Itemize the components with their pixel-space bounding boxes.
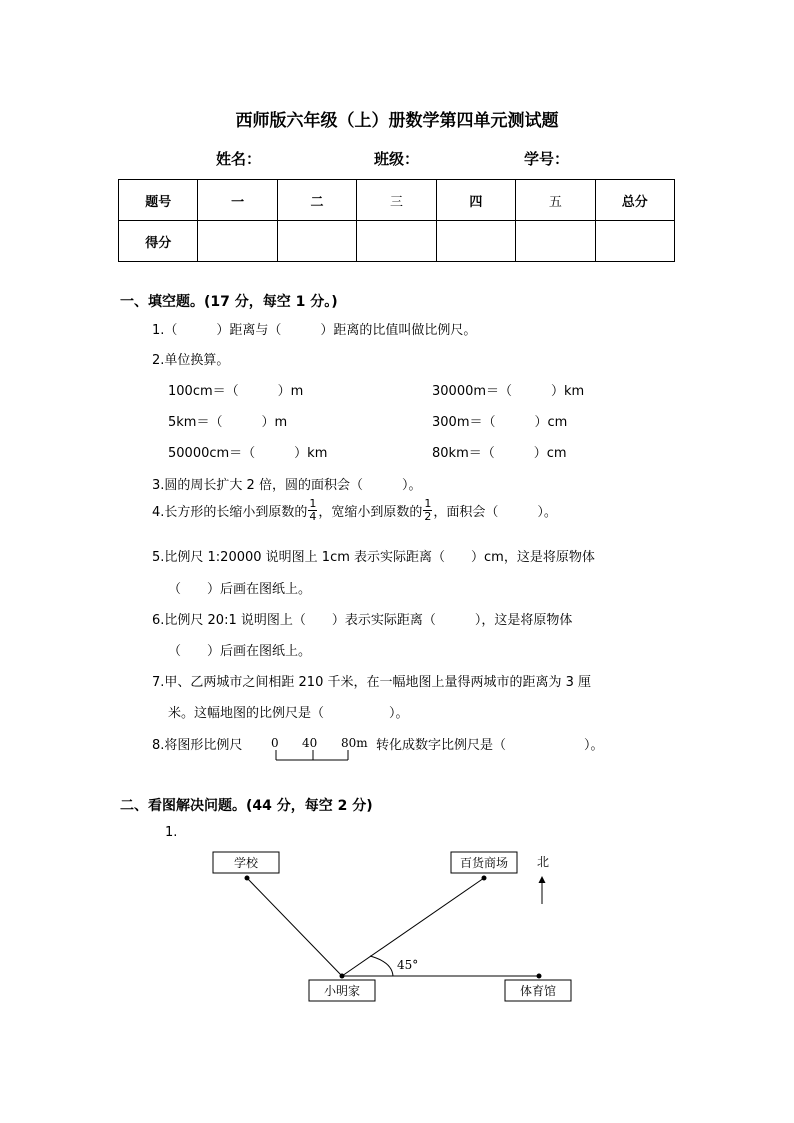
score-header-cell: 三 <box>357 180 436 221</box>
school-label: 学校 <box>233 856 259 870</box>
fraction-numerator: 1 <box>424 497 432 510</box>
location-map <box>0 840 794 1010</box>
question-5-line-1: 5.比例尺 1:20000 说明图上 1cm 表示实际距离（ ）cm，这是将原物体 <box>152 550 595 565</box>
question-6-line-2: （ ）后画在图纸上。 <box>168 644 312 659</box>
store-label: 百货商场 <box>459 856 509 870</box>
score-row-label: 得分 <box>119 221 198 262</box>
scale-tick-label: 40 <box>302 736 318 750</box>
question-4-text-a: 4.长方形的长缩小到原数的 <box>152 505 308 520</box>
question-5-line-2: （ ）后画在图纸上。 <box>168 582 312 597</box>
gym-point <box>537 974 542 979</box>
line-home-to-school <box>247 878 342 976</box>
score-header-cell: 五 <box>516 180 595 221</box>
score-cell[interactable] <box>277 221 356 262</box>
conversion-item: 50000cm＝（ ）km <box>168 446 328 461</box>
score-table <box>118 179 675 262</box>
gym-label: 体育馆 <box>519 984 557 998</box>
north-label: 北 <box>537 855 550 869</box>
fraction-one-quarter <box>308 498 317 523</box>
section2-heading: 二、看图解决问题。(44 分，每空 2 分) <box>120 798 373 814</box>
score-table-header-row <box>119 180 675 221</box>
school-point <box>245 876 250 881</box>
section1-heading: 一、填空题。(17 分，每空 1 分。) <box>120 294 338 310</box>
home-point <box>340 974 345 979</box>
score-cell[interactable] <box>198 221 277 262</box>
home-label: 小明家 <box>323 984 361 998</box>
question-4-text-b: ，宽缩小到原数的 <box>318 505 423 520</box>
score-header-cell: 一 <box>198 180 277 221</box>
score-cell[interactable] <box>595 221 674 262</box>
scale-tick-label: 0 <box>271 736 279 750</box>
fraction-denominator: 4 <box>309 510 317 523</box>
scale-tick-label: 80m <box>341 736 368 750</box>
conversion-item: 100cm＝（ ）m <box>168 384 304 399</box>
question-8-text-a: 8.将图形比例尺 <box>152 738 243 753</box>
question-1: 1.（ ）距离与（ ）距离的比值叫做比例尺。 <box>152 323 477 338</box>
angle-arc <box>370 956 393 976</box>
question-7-line-1: 7.甲、乙两城市之间相距 210 千米，在一幅地图上量得两城市的距离为 3 厘 <box>152 675 592 690</box>
question-7-line-2: 米。这幅地图的比例尺是（ ）。 <box>168 706 409 721</box>
name-label: 姓名： <box>216 150 262 168</box>
score-cell[interactable] <box>357 221 436 262</box>
question-4 <box>152 498 557 523</box>
fraction-denominator: 2 <box>424 510 432 523</box>
score-header-cell: 总分 <box>595 180 674 221</box>
fraction-numerator: 1 <box>309 497 317 510</box>
conversion-item: 5km＝（ ）m <box>168 415 288 430</box>
page-title: 西师版六年级（上）册数学第四单元测试题 <box>235 111 559 131</box>
score-header-cell: 题号 <box>119 180 198 221</box>
class-label: 班级： <box>374 150 420 168</box>
score-header-cell: 四 <box>436 180 515 221</box>
fraction-one-half <box>423 498 432 523</box>
section2-question-1: 1. <box>165 825 178 840</box>
angle-label: 45° <box>397 958 419 972</box>
question-6-line-1: 6.比例尺 20:1 说明图上（ ）表示实际距离（ ），这是将原物体 <box>152 613 573 628</box>
conversion-item: 300m＝（ ）cm <box>432 415 568 430</box>
store-point <box>482 876 487 881</box>
question-8-text-b: 转化成数字比例尺是（ ）。 <box>376 738 604 753</box>
question-4-text-c: ，面积会（ ）。 <box>433 505 557 520</box>
conversion-item: 30000m＝（ ）km <box>432 384 585 399</box>
student-number-label: 学号： <box>524 150 570 168</box>
score-table-score-row <box>119 221 675 262</box>
conversion-item: 80km＝（ ）cm <box>432 446 567 461</box>
score-cell[interactable] <box>516 221 595 262</box>
score-cell[interactable] <box>436 221 515 262</box>
question-2: 2.单位换算。 <box>152 353 230 368</box>
north-arrow-icon <box>539 876 546 883</box>
question-3: 3.圆的周长扩大 2 倍，圆的面积会（ ）。 <box>152 478 422 493</box>
score-header-cell: 二 <box>277 180 356 221</box>
line-scale-bar <box>268 732 374 764</box>
